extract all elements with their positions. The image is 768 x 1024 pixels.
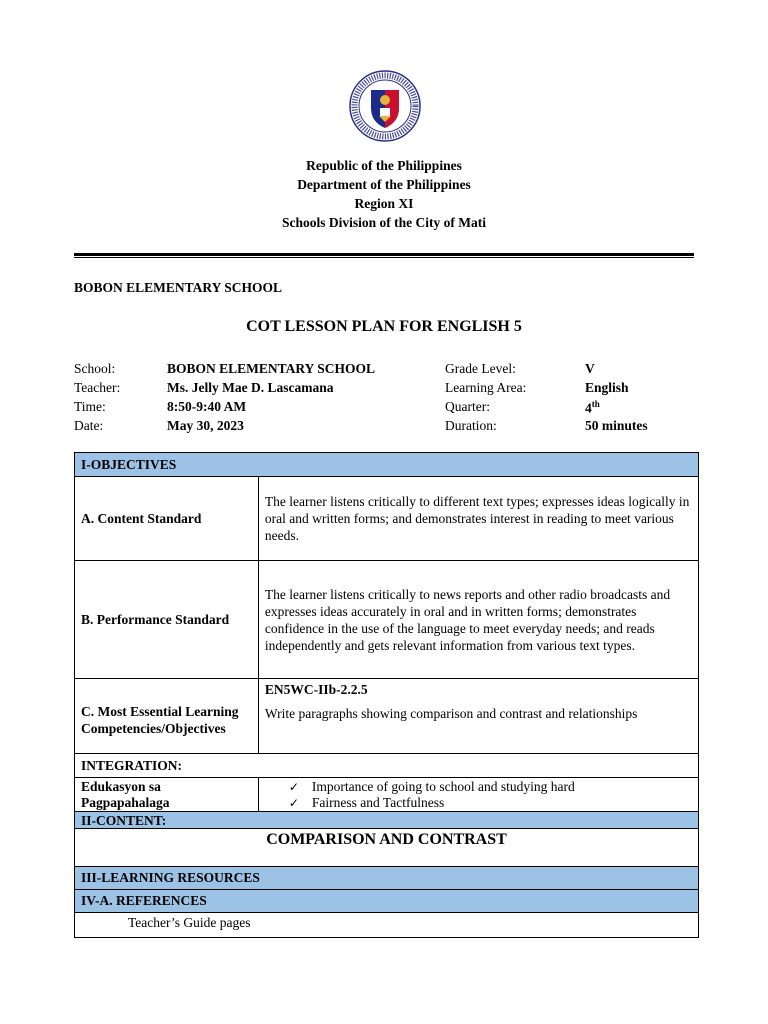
duration-value: 50 minutes bbox=[585, 418, 648, 433]
objectives-header-row bbox=[75, 453, 699, 477]
teacher-value: Ms. Jelly Mae D. Lascamana bbox=[167, 380, 334, 395]
resources-header: III-LEARNING RESOURCES bbox=[75, 867, 699, 890]
tg-pages: Teacher’s Guide pages bbox=[75, 913, 699, 938]
school-value: BOBON ELEMENTARY SCHOOL bbox=[167, 361, 376, 376]
integration-header: INTEGRATION: bbox=[75, 754, 699, 778]
content-header-row bbox=[75, 812, 699, 829]
objectives-header: I-OBJECTIVES bbox=[75, 453, 699, 477]
check-icon: ✓ bbox=[288, 779, 299, 794]
integration-item: ✓ Importance of going to school and studying hard bbox=[288, 778, 575, 794]
resources-header-row bbox=[75, 867, 699, 890]
lesson-plan-table bbox=[74, 452, 699, 938]
learning-area-value: English bbox=[585, 380, 629, 395]
integration-header-row bbox=[75, 754, 699, 778]
duration-label: Duration: bbox=[445, 418, 497, 433]
integration-item: ✓ Fairness and Tactfulness bbox=[288, 794, 445, 810]
content-topic-row bbox=[75, 829, 699, 867]
integration-row bbox=[75, 778, 699, 812]
grade-level-label: Grade Level: bbox=[445, 361, 516, 376]
header-republic: Republic of the Philippines bbox=[306, 158, 462, 173]
integration-list bbox=[259, 779, 698, 811]
school-label: School: bbox=[74, 361, 116, 376]
performance-standard-text: The learner listens critically to news reports and other radio broadcasts and expresses ideas accurately in oral and in written forms; demonstrates confidence in the use of the language to meet everyday needs; and reads independently and gets relevant information from various text types. bbox=[258, 561, 698, 679]
date-value: May 30, 2023 bbox=[167, 418, 244, 433]
learning-area-label: Learning Area: bbox=[445, 380, 527, 395]
deped-seal-logo bbox=[349, 70, 421, 142]
grade-level-value: V bbox=[585, 361, 595, 376]
performance-standard-row bbox=[75, 561, 699, 679]
melc-text: Write paragraphs showing comparison and contrast and relationships bbox=[264, 706, 638, 721]
content-standard-label: A. Content Standard bbox=[75, 477, 259, 561]
quarter-label: Quarter: bbox=[445, 399, 490, 414]
integration-items-cell bbox=[258, 778, 698, 812]
references-header-row bbox=[75, 890, 699, 913]
melc-cell bbox=[258, 679, 698, 754]
melc-label: C. Most Essential Learning Competencies/Objectives bbox=[75, 679, 259, 754]
references-header: IV-A. REFERENCES bbox=[75, 890, 699, 913]
melc-code: EN5WC-IIb-2.2.5 bbox=[264, 682, 368, 697]
quarter-suffix: th bbox=[591, 399, 600, 409]
header-divider-thin bbox=[74, 257, 694, 258]
time-value: 8:50-9:40 AM bbox=[167, 399, 247, 414]
teacher-label: Teacher: bbox=[74, 380, 121, 395]
content-header: II-CONTENT: bbox=[75, 812, 699, 829]
check-icon: ✓ bbox=[288, 795, 299, 810]
time-label: Time: bbox=[74, 399, 106, 414]
document-title: COT LESSON PLAN FOR ENGLISH 5 bbox=[246, 318, 522, 335]
school-name-heading: BOBON ELEMENTARY SCHOOL bbox=[74, 280, 283, 295]
header-division: Schools Division of the City of Mati bbox=[282, 215, 486, 230]
integration-subject: Edukasyon sa Pagpapahalaga bbox=[75, 778, 259, 812]
quarter-value: 4th bbox=[585, 399, 600, 416]
header-region: Region XI bbox=[354, 196, 414, 211]
tg-pages-row bbox=[75, 913, 699, 938]
date-label: Date: bbox=[74, 418, 104, 433]
content-topic: COMPARISON AND CONTRAST bbox=[75, 829, 699, 867]
melc-row bbox=[75, 679, 699, 754]
content-standard-text: The learner listens critically to different text types; expresses ideas logically in oral and written forms; and demonstrates interest in reading to meet various needs. bbox=[258, 477, 698, 561]
header-department: Department of the Philippines bbox=[297, 177, 471, 192]
performance-standard-label: B. Performance Standard bbox=[75, 561, 259, 679]
content-standard-row bbox=[75, 477, 699, 561]
header-divider-thick bbox=[74, 253, 694, 256]
